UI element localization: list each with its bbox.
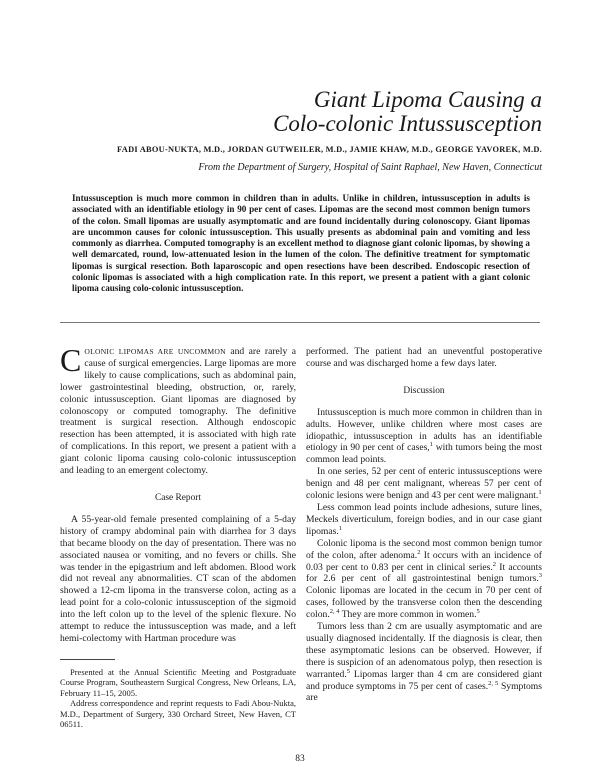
discussion-heading: Discussion [403,385,445,396]
reference-marker: 2 [417,548,421,556]
left-column [60,342,296,645]
drop-cap: C [60,342,82,378]
reference-marker: 2 [492,560,497,568]
intro-small-caps: OLONIC LIPOMAS ARE UNCOMMON [84,347,226,356]
authors: FADI ABOU-NUKTA, M.D., JORDAN GUTWEILER, M.D., JAMIE KHAW, M.D., GEORGE YAVOREK, M.D. [117,145,542,154]
reference-marker: 1 [338,524,343,532]
reference-marker: 1 [538,488,542,496]
discussion-paragraph-2: In one series, 52 per cent of enteric intussusceptions were benign and 48 per cent malignant, whereas 57 per cent of colonic lesions were benign and 43 per cent were malignant.$^1$ [306,466,542,502]
footnote-presented: Presented at the Annual Scientific Meeting and Postgraduate Course Program, Southeastern Surgical Congress, New Orleans, LA, February 11–15, 2005. [60,667,296,698]
reference-marker: 2, 5 [488,679,499,687]
reference-marker: 5 [476,607,480,615]
discussion-paragraph-5: Tumors less than 2 cm are usually asymptomatic and are usually diagnosed incidentally. If the diagnosis is clear, then these asymptomatic lesions can be observed. However, if there is suspicion of an adenomatous polyp, then resection is warranted.$^5$ Lipomas larger than 4 cm are considered giant and produce symptoms in 75 per cent of cases.$^{2, 5}$ Symptoms are [306,621,542,704]
title-line-2: Colo-colonic Intussusception [273,111,542,136]
discussion-paragraph-1: Intussusception is much more common in children than in adults. However, unlike children where most cases are idiopathic, intussusception in adults has an identifiable etiology in 90 per cent of cases,$^1$ with tumors being the most common lead points. [306,406,542,466]
title-line-1: Giant Lipoma Causing a [313,87,542,112]
case-report-continued: performed. The patient had an uneventful postoperative course and was discharged home a few days later. [306,346,542,369]
footnote-correspondence: Address correspondence and reprint requests to Fadi Abou-Nukta, M.D., Department of Surgery, 330 Orchard Street, New Haven, CT 06511. [60,698,296,730]
right-column [306,346,542,704]
intro-paragraph [60,342,296,477]
reference-marker: 5 [346,667,351,675]
article-title [273,88,542,136]
intro-text: and are rarely a cause of surgical emergencies. Large lipomas are more likely to cause complications, such as abdominal pain, lower gastrointestinal bleeding, obstruction, or, rarely, colonic intussusception. Giant lipomas are diagnosed by colonoscopy or computed tomography. The definitive treatment is surgical resection. Although endoscopic resection has been attempted, it is associated with high rate of complications. In this report, we present a patient with a giant colonic lipoma causing colo-colonic intussusception and leading to an emergent colectomy. [60,346,296,477]
abstract-divider [60,322,540,323]
footnotes [60,667,296,729]
case-report-heading: Case Report [154,492,202,503]
page-number: 83 [295,754,305,764]
discussion-paragraph-4: Colonic lipoma is the second most common benign tumor of the colon, after adenoma.$^2$ It occurs with an incidence of 0.03 per cent to 0.83 per cent in clinical series.$^2$ It accounts for 2.6 per cent of all gastrointestinal benign tumors.$^3$ Colonic lipomas are located in the cecum in 70 per cent of cases, followed by the transverse colon then the descending colon.$^{2, 4}$ They are more common in women.$^5$ [306,537,542,621]
footnote-divider [60,659,115,660]
affiliation: From the Department of Surgery, Hospital of Saint Raphael, New Haven, Connecticut [198,162,542,173]
reference-marker: 3 [538,572,542,580]
discussion-paragraph-3: Less common lead points include adhesions, suture lines, Meckels diverticulum, foreign bodies, and in our case giant lipomas.$^1$ [306,501,542,537]
reference-marker: 2, 4 [329,607,340,615]
abstract: Intussusception is much more common in children than in adults. Unlike in children, intussusception in adults is associated with an identifiable etiology in 90 per cent of cases. Lipomas are the second most common benign tumors of the colon. Small lipomas are usually asymptomatic and are found incidentally during colonoscopy. Giant lipomas are uncommon causes for colonic intussusception. This usually presents as abdominal pain and vomiting and less commonly as diarrhea. Computed tomography is an excellent method to diagnose giant colonic lipomas, by showing a well demarcated, round, low-attenuated lesion in the lumen of the colon. The definitive treatment for symptomatic lipomas is surgical resection. Both laparoscopic and open resections have been described. Endoscopic resection of colonic lipomas is associated with a high complication rate. In this report, we present a patient with a giant colonic lipoma causing colo-colonic intussusception. [72,193,530,294]
reference-marker: 1 [429,441,433,449]
case-report-text: A 55-year-old female presented complaining of a 5-day history of crampy abdominal pain with diarrhea for 3 days that became bloody on the day of presentation. There was no associated nausea or vomiting, and no fevers or chills. She was tender in the epigastrium and left abdomen. Blood work did not reveal any abnormalities. CT scan of the abdomen showed a 12-cm lipoma in the transverse colon, acting as a lead point for a colo-colonic intussusception of the sigmoid into the left colon up to the level of the splenic flexure. No attempt to reduce the intussusception was made, and a left hemi-colectomy with Hartman procedure was [60,513,296,644]
